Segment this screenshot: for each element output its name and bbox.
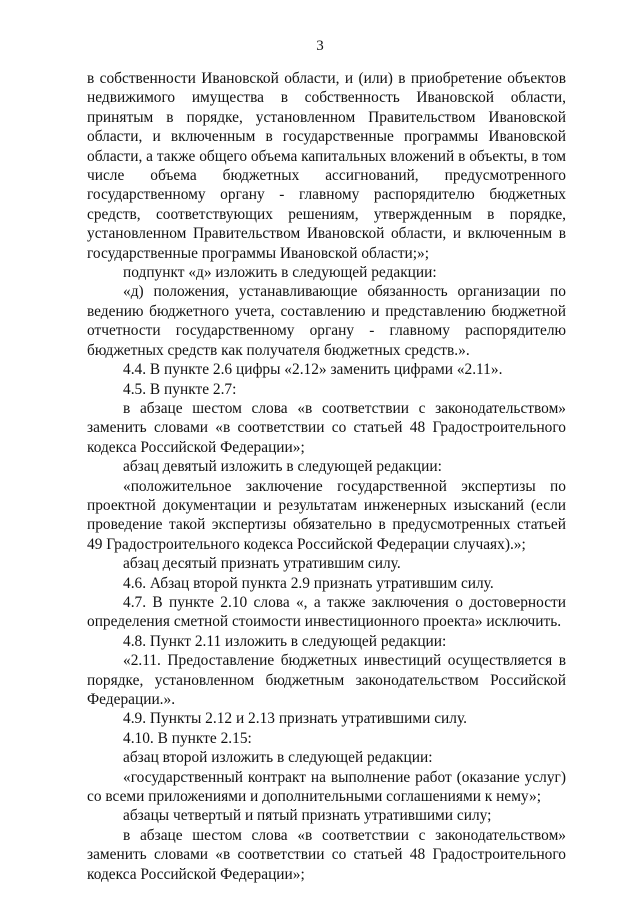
paragraph: подпункт «д» изложить в следующей редакции: — [123, 264, 437, 282]
paragraph: 4.6. Абзац второй пункта 2.9 признать утратившим силу. — [123, 574, 494, 592]
paragraph: «положительное заключение государственной экспертизы по проектной документации и результатам инженерных изысканий (если проведение такой экспертизы обязательно в предусмотренных статьей 49 Градостроительного кодекса Российской Федерации случаях).»; — [87, 477, 566, 553]
paragraph: «д) положения, устанавливающие обязанность организации по ведению бюджетного учета, составлению и представлению бюджетной отчетности государственному органу - главному распорядителю бюджетных средств как получателя бюджетных средств.». — [87, 283, 566, 359]
paragraph: 4.9. Пункты 2.12 и 2.13 признать утратившими силу. — [123, 710, 467, 728]
paragraph: 4.4. В пункте 2.6 цифры «2.12» заменить цифрами «2.11». — [123, 361, 503, 379]
paragraph-continuation: в собственности Ивановской области, и (или) в приобретение объектов недвижимого имущества в собственность Ивановской области, принятым в порядке, установленном Правительством Ивановской области, и включенным в государственные программы Ивановской области, а также общего объема капитальных вложений в объекты, в том числе объема бюджетных ассигнований, предусмотренного государственному органу - главному распорядителю бюджетных средств, соответствующих решениям, утвержденным в порядке, установленном Правительством Ивановской области, и включенным в государственные программы Ивановской области;»; — [87, 70, 566, 262]
paragraph: «2.11. Предоставление бюджетных инвестиций осуществляется в порядке, установленном бюджетным законодательством Российской Федерации.». — [87, 652, 566, 708]
paragraph: 4.10. В пункте 2.15: — [123, 729, 252, 747]
paragraph: абзацы четвертый и пятый признать утратившими силу; — [123, 807, 492, 825]
paragraph: абзац девятый изложить в следующей редакции: — [123, 458, 442, 476]
paragraph: 4.7. В пункте 2.10 слова «, а также заключения о достоверности определения сметной стоимости инвестиционного проекта» исключить. — [87, 593, 566, 631]
paragraph: «государственный контракт на выполнение работ (оказание услуг) со всеми приложениями и дополнительными соглашениями к нему»; — [87, 768, 566, 806]
paragraph: абзац второй изложить в следующей редакции: — [123, 749, 433, 767]
paragraph: 4.8. Пункт 2.11 изложить в следующей редакции: — [123, 632, 447, 650]
paragraph: абзац десятый признать утратившим силу. — [123, 555, 401, 573]
paragraph: 4.5. В пункте 2.7: — [123, 380, 237, 398]
paragraph: в абзаце шестом слова «в соответствии с законодательством» заменить словами «в соответствии со статьей 48 Градостроительного кодекса Российской Федерации»; — [87, 826, 566, 883]
document-body — [87, 69, 566, 884]
page-number: 3 — [316, 38, 324, 54]
paragraph: в абзаце шестом слова «в соответствии с законодательством» заменить словами «в соответствии со статьей 48 Градостроительного кодекса Российской Федерации»; — [87, 399, 566, 456]
